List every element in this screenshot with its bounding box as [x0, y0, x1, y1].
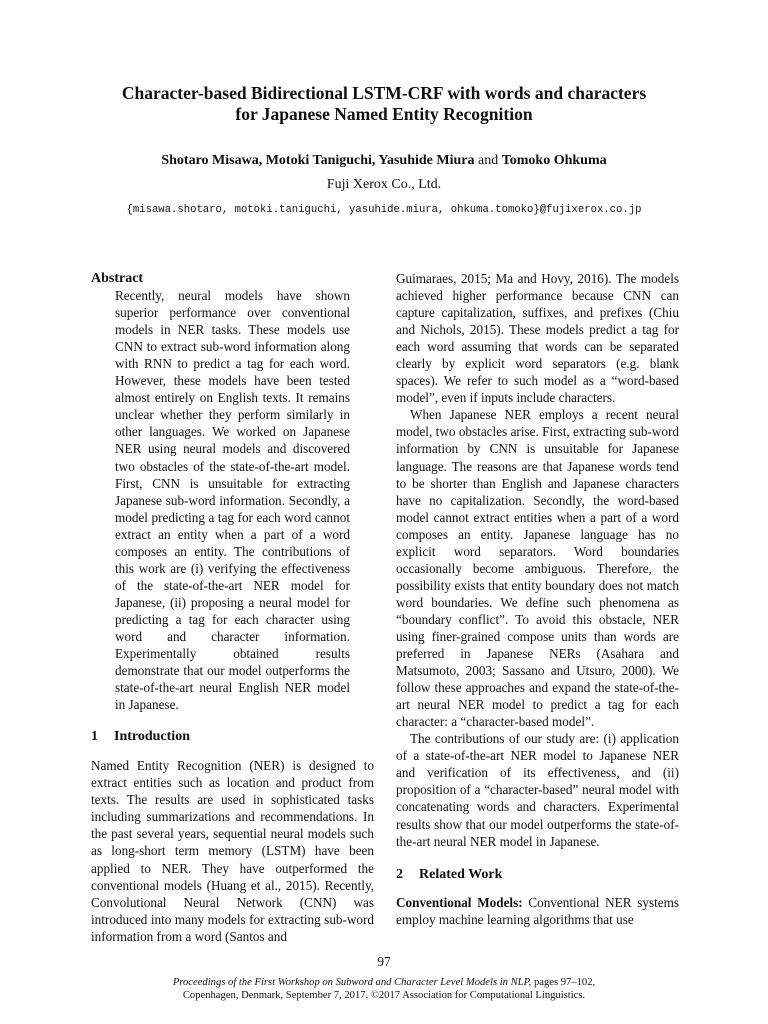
abstract-body: Recently, neural models have shown superior performance over conventional models in NER tasks. These models use CNN to extract sub-word information along with RNN to predict a tag for each word. However, these models have been tested almost entirely on English texts. It remains unclear whether they perform similarly in other languages. We worked on Japanese NER using neural models and discovered two obstacles of the state-of-the-art model. First, CNN is unsuitable for extracting Japanese sub-word information. Secondly, a model predicting a tag for each word cannot extract an entity when a part of a word composes an entity. The contributions of this work are (i) verifying the effectiveness of the state-of-the-art NER model for Japanese, (ii) proposing a neural model for predicting a tag for each character using word and character information. Experimentally obtained results demonstrate that our model outperforms the state-of-the-art neural English NER model in Japanese.	[115, 288, 350, 713]
author-list	[90, 152, 678, 170]
title-line-2: for Japanese Named Entity Recognition	[235, 104, 533, 124]
abstract-heading: Abstract	[91, 271, 144, 286]
authors-and: and	[474, 153, 502, 168]
proceedings-pages: pages 97–102,	[531, 977, 596, 988]
paragraph-lead: Conventional Models:	[396, 894, 523, 910]
intro-paragraph-2: When Japanese NER employs a recent neural model, two obstacles arise. First, extracting sub-word information by CNN is unsuitable for Japanese language. The reasons are that Japanese words tend to be shorter than English and Japanese characters have no capitalization. Secondly, the word-based model cannot extract entities when a part of a word composes an entity. Japanese language has no explicit word separators. Word boundaries occasionally become ambiguous. Therefore, the possibility exists that entity boundary does not match word boundaries. We define such phenomena as “boundary conflict”. To avoid this obstacle, NER using finer-grained compose units than words are preferred in Japanese NERs (Asahara and Matsumoto, 2003; Sassano and Utsuro, 2000). We follow these approaches and expand the state-of-the-art neural NER model to predict a tag for each character: a “character-based model”.	[396, 407, 679, 730]
footer-line-1	[90, 976, 678, 989]
paper-title	[90, 83, 678, 125]
section-number: 1	[91, 729, 98, 745]
authors-main: Shotaro Misawa, Motoki Taniguchi, Yasuhide Miura	[161, 153, 475, 168]
proceedings-footer	[90, 976, 678, 1002]
left-column	[91, 270, 374, 945]
intro-paragraph-3: The contributions of our study are: (i) application of a state-of-the-art NER model to Japanese NER and verification of its effectiveness, and (ii) proposition of a “character-based” neural model with concatenating words and characters. Experimental results show that our model outperforms the state-of-the-art neural NER model in Japanese.	[396, 731, 679, 849]
author-emails: {misawa.shotaro, motoki.taniguchi, yasuhide.miura, ohkuma.tomoko}@fujixerox.co.jp	[126, 204, 642, 216]
section-title: Introduction	[114, 729, 190, 745]
footer-line-2: Copenhagen, Denmark, September 7, 2017. ©2017 Association for Computational Linguistics.	[182, 990, 586, 1001]
page-number: 97	[377, 954, 391, 969]
section-heading-introduction	[91, 728, 374, 746]
section-heading-related-work	[396, 866, 679, 884]
related-paragraph-1	[396, 894, 679, 928]
intro-paragraph-1-continued: Guimaraes, 2015; Ma and Hovy, 2016). The models achieved higher performance because CNN can capture capitalization, suffixes, and prefixes (Chiu and Nichols, 2015). These models predict a tag for each word assuming that words can be separated clearly by explicit word separators (e.g. blank spaces). We refer to such model as a “word-based model”, even if inputs include characters.	[396, 271, 679, 406]
title-line-1: Character-based Bidirectional LSTM-CRF with words and characters	[121, 83, 647, 103]
section-title: Related Work	[419, 866, 503, 882]
right-column	[396, 270, 679, 928]
intro-paragraph-1: Named Entity Recognition (NER) is designed to extract entities such as location and product from texts. The results are used in sophisticated tasks including summarizations and recommendations. In the past several years, sequential neural models such as long-short term memory (LSTM) have been applied to NER. They have outperformed the conventional models (Huang et al., 2015). Recently, Convolutional Neural Network (CNN) was introduced into many models for extracting sub-word information from a word (Santos and	[91, 758, 374, 944]
proceedings-title: Proceedings of the First Workshop on Subword and Character Level Models in NLP,	[172, 977, 532, 988]
section-number: 2	[396, 866, 403, 882]
affiliation: Fuji Xerox Co., Ltd.	[326, 177, 442, 192]
paragraph-text: Conventional NER systems employ machine learning algorithms that use	[396, 894, 680, 927]
authors-last: Tomoko Ohkuma	[501, 153, 607, 168]
